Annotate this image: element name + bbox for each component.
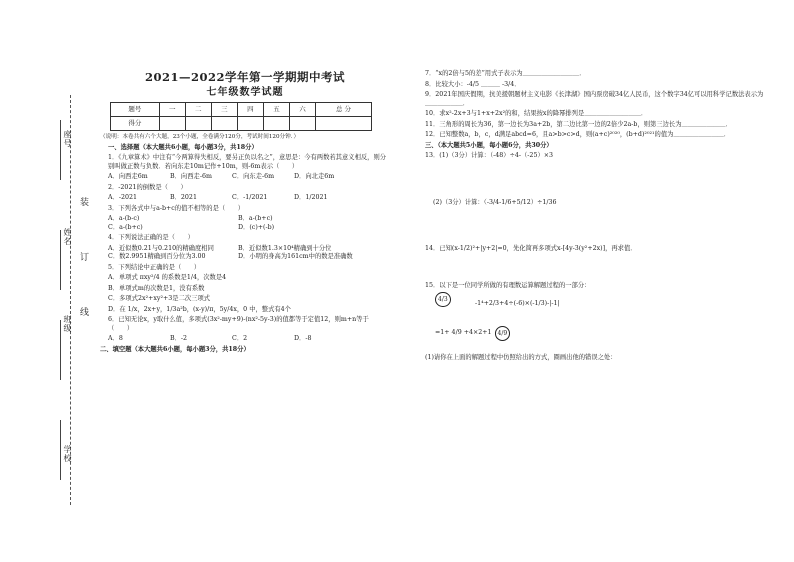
q5-option-a[interactable]: A．单项式 πxy²/4 的系数是1/4，次数是4 (108, 274, 227, 282)
q6-option-c[interactable]: C．2 (232, 335, 248, 343)
score-head-7: 总 分 (316, 103, 372, 117)
score-cell[interactable] (211, 117, 237, 131)
q1-option-c[interactable]: C．向东走-6m (232, 173, 275, 181)
q2-option-d[interactable]: D．1/2021 (294, 194, 328, 202)
q6-option-a[interactable]: A．8 (108, 335, 123, 343)
q1-stem: 1．《九章算术》中注有“今两算得失相反，要另正负以名之”，意思是：今有两数若其意义相反，则分别叫做正数与负数．若向东走10m记作+10m，则-6m表示（ ） (108, 154, 387, 170)
section-3-heading: 三、（本大题共5小题，每小题6分，共30分） (425, 141, 553, 149)
q7: 7．“x的2倍与5的差”用式子表示为＿＿＿＿＿＿＿＿＿． (425, 70, 586, 77)
q13-answer-space-2[interactable] (425, 209, 765, 245)
class-underline (60, 320, 61, 380)
q3-option-c[interactable]: C．a-(b+c) (108, 223, 143, 231)
q15-worked-solution (435, 292, 765, 354)
q3-option-a[interactable]: A．a-(b-c) (108, 215, 140, 223)
q10: 10．求x²-2x+3与1+x+2x²的和，结果按x的降幂排列是＿＿＿＿＿＿＿＿＿． (425, 110, 648, 117)
score-head-1: 一 (159, 103, 185, 117)
score-head-6: 六 (289, 103, 315, 117)
q2-options (100, 194, 390, 203)
exam-subtitle: 七年级数学试题 (206, 86, 284, 98)
q6-stem: 6．已知无论x，y取什么值，多项式(3x²-my+9)-(nx²-5y-3)的值都等于定值12，则m+n等于（ ） (108, 316, 369, 332)
q5-stem: 5．下列结论中正确的是（ ） (108, 263, 201, 271)
score-head-3: 三 (211, 103, 237, 117)
q6-options (100, 335, 390, 344)
seat-underline (60, 120, 61, 180)
q5-option-c[interactable]: C．多项式2x²+xy²+3是二次三项式 (108, 295, 211, 303)
score-cell[interactable] (237, 117, 263, 131)
school-label: 学校 (63, 445, 72, 463)
left-column (100, 70, 390, 356)
score-cell[interactable] (289, 117, 315, 131)
score-head-2: 二 (185, 103, 211, 117)
q4-option-c[interactable]: C．数2.9951精确到百分位为3.00 (108, 253, 206, 261)
q6-option-b[interactable]: B．-2 (170, 335, 188, 343)
q1-option-a[interactable]: A．向西走6m (108, 173, 148, 181)
q2-stem: 2．-2021的倒数是（ ） (108, 183, 187, 191)
q4-option-b[interactable]: B．近似数1.3×10⁴精确到十分位 (238, 244, 332, 252)
q15-stem: 15．以下是一位同学所做的有理数运算解题过程的一部分： (425, 281, 591, 289)
q14-answer-space[interactable] (425, 256, 765, 282)
q12: 12．已知整数a，b，c，d满足abcd=6，且a>b>c>d，则(a+c)²⁰²⁰，(b+d)²⁰²¹的值为＿＿＿＿＿＿＿＿． (425, 131, 731, 138)
q15-expression-line1: -1⁴+2/3+4÷(-6)×(-1/3)-|-1| (475, 300, 560, 307)
q5-option-d[interactable]: D．在 1/x，2x+y，1/3a²b，(x-y)/π，5y/4x，0 中，整式有4个 (108, 305, 291, 313)
q3-option-d[interactable]: D．(c)+(-b) (238, 223, 275, 231)
q4-options (100, 245, 390, 262)
q15-circled-error-2: 4/9 (495, 326, 511, 341)
q4-option-a[interactable]: A．近似数0.21与0.210的精确度相同 (108, 244, 214, 252)
score-table (110, 102, 372, 131)
right-column (425, 70, 765, 365)
name-label: 姓名 (63, 228, 72, 246)
section-1-heading: 一、选择题（本大题共6小题，每小题3分，共18分） (108, 143, 258, 151)
q1-options (100, 173, 390, 182)
q15-expression-line2: =1+ 4/9 +4×2+1 (435, 329, 492, 337)
q9: 9．2021年国庆假期，抗美援朝题材主义电影《长津湖》国内票房破34亿人民币，这个数字34亿可以用科学记数法表示为＿＿＿＿＿＿． (425, 91, 764, 107)
cut-mark-1: 装 (80, 195, 89, 208)
class-label: 班级 (63, 315, 72, 333)
q15-task-1: (1)请你在上面的解题过程中仿照给出的方式，圈画出他的错误之处： (425, 354, 617, 361)
score-head-5: 五 (263, 103, 289, 117)
score-cell[interactable] (316, 117, 372, 131)
q3-options (100, 215, 390, 232)
q15-line2-group (435, 326, 510, 341)
q6-option-d[interactable]: D．-8 (294, 335, 312, 343)
section-2-heading: 二、填空题（本大题共6小题，每小题3分，共18分） (100, 345, 250, 353)
q2-option-b[interactable]: B．2021 (170, 194, 197, 202)
q13-answer-space-1[interactable] (425, 163, 765, 199)
q15-circled-error-1: 4/3 (435, 292, 451, 307)
name-underline (60, 230, 61, 290)
score-cell[interactable] (159, 117, 185, 131)
q1-option-b[interactable]: B．向西走-6m (170, 173, 212, 181)
q4-option-d[interactable]: D．小明的身高为161cm中的数是准确数 (238, 253, 353, 261)
binding-dashed-line (70, 95, 71, 505)
binding-margin (0, 0, 95, 562)
q3-stem: 3．下列各式中与a-b+c的值不相等的是（ ） (108, 204, 245, 212)
q14: 14．已知(x-1/2)²+|y+2|=0，先化简再多项式x-[4y-3(y²+2x)]，再求值． (425, 245, 637, 252)
q13-part2: (2)（3分）计算：（-3/4-1/6+5/12）÷1/36 (433, 198, 557, 206)
cut-mark-2: 订 (80, 250, 89, 263)
score-cell[interactable] (263, 117, 289, 131)
q13-part1: 13．(1)（3分）计算：（-48）÷4-（-25）×3 (425, 152, 554, 159)
cut-mark-3: 线 (80, 305, 89, 318)
score-head-4: 四 (237, 103, 263, 117)
q2-option-a[interactable]: A．-2021 (108, 194, 137, 202)
score-row-label: 得分 (111, 117, 160, 131)
q2-option-c[interactable]: C．-1/2021 (232, 194, 268, 202)
score-cell[interactable] (185, 117, 211, 131)
q1-option-d[interactable]: D．向北走6m (294, 173, 335, 181)
q11: 11．三角形的周长为36，第一边长为3a+2b，第二边比第一边的2倍少2a-b，则第三边长为＿＿＿＿＿＿＿． (425, 120, 732, 128)
q5-option-b[interactable]: B．单项式m的次数是1，没有系数 (108, 284, 205, 292)
q3-option-b[interactable]: B．a-(b+c) (238, 215, 273, 223)
score-head-0: 题号 (111, 103, 160, 117)
exam-note: （说明：本卷共有六个大题，23个小题，全卷满分120分，考试时间120分钟．） (100, 134, 300, 141)
school-underline (60, 420, 61, 480)
q8: 8．比较大小：-4/5 ＿＿＿ -3/4． (425, 80, 521, 88)
q4-stem: 4．下列说法正确的是（ ） (108, 234, 194, 242)
seat-label: 座号 (63, 130, 72, 148)
exam-title: 2021—2022学年第一学期期中考试 (144, 70, 345, 84)
